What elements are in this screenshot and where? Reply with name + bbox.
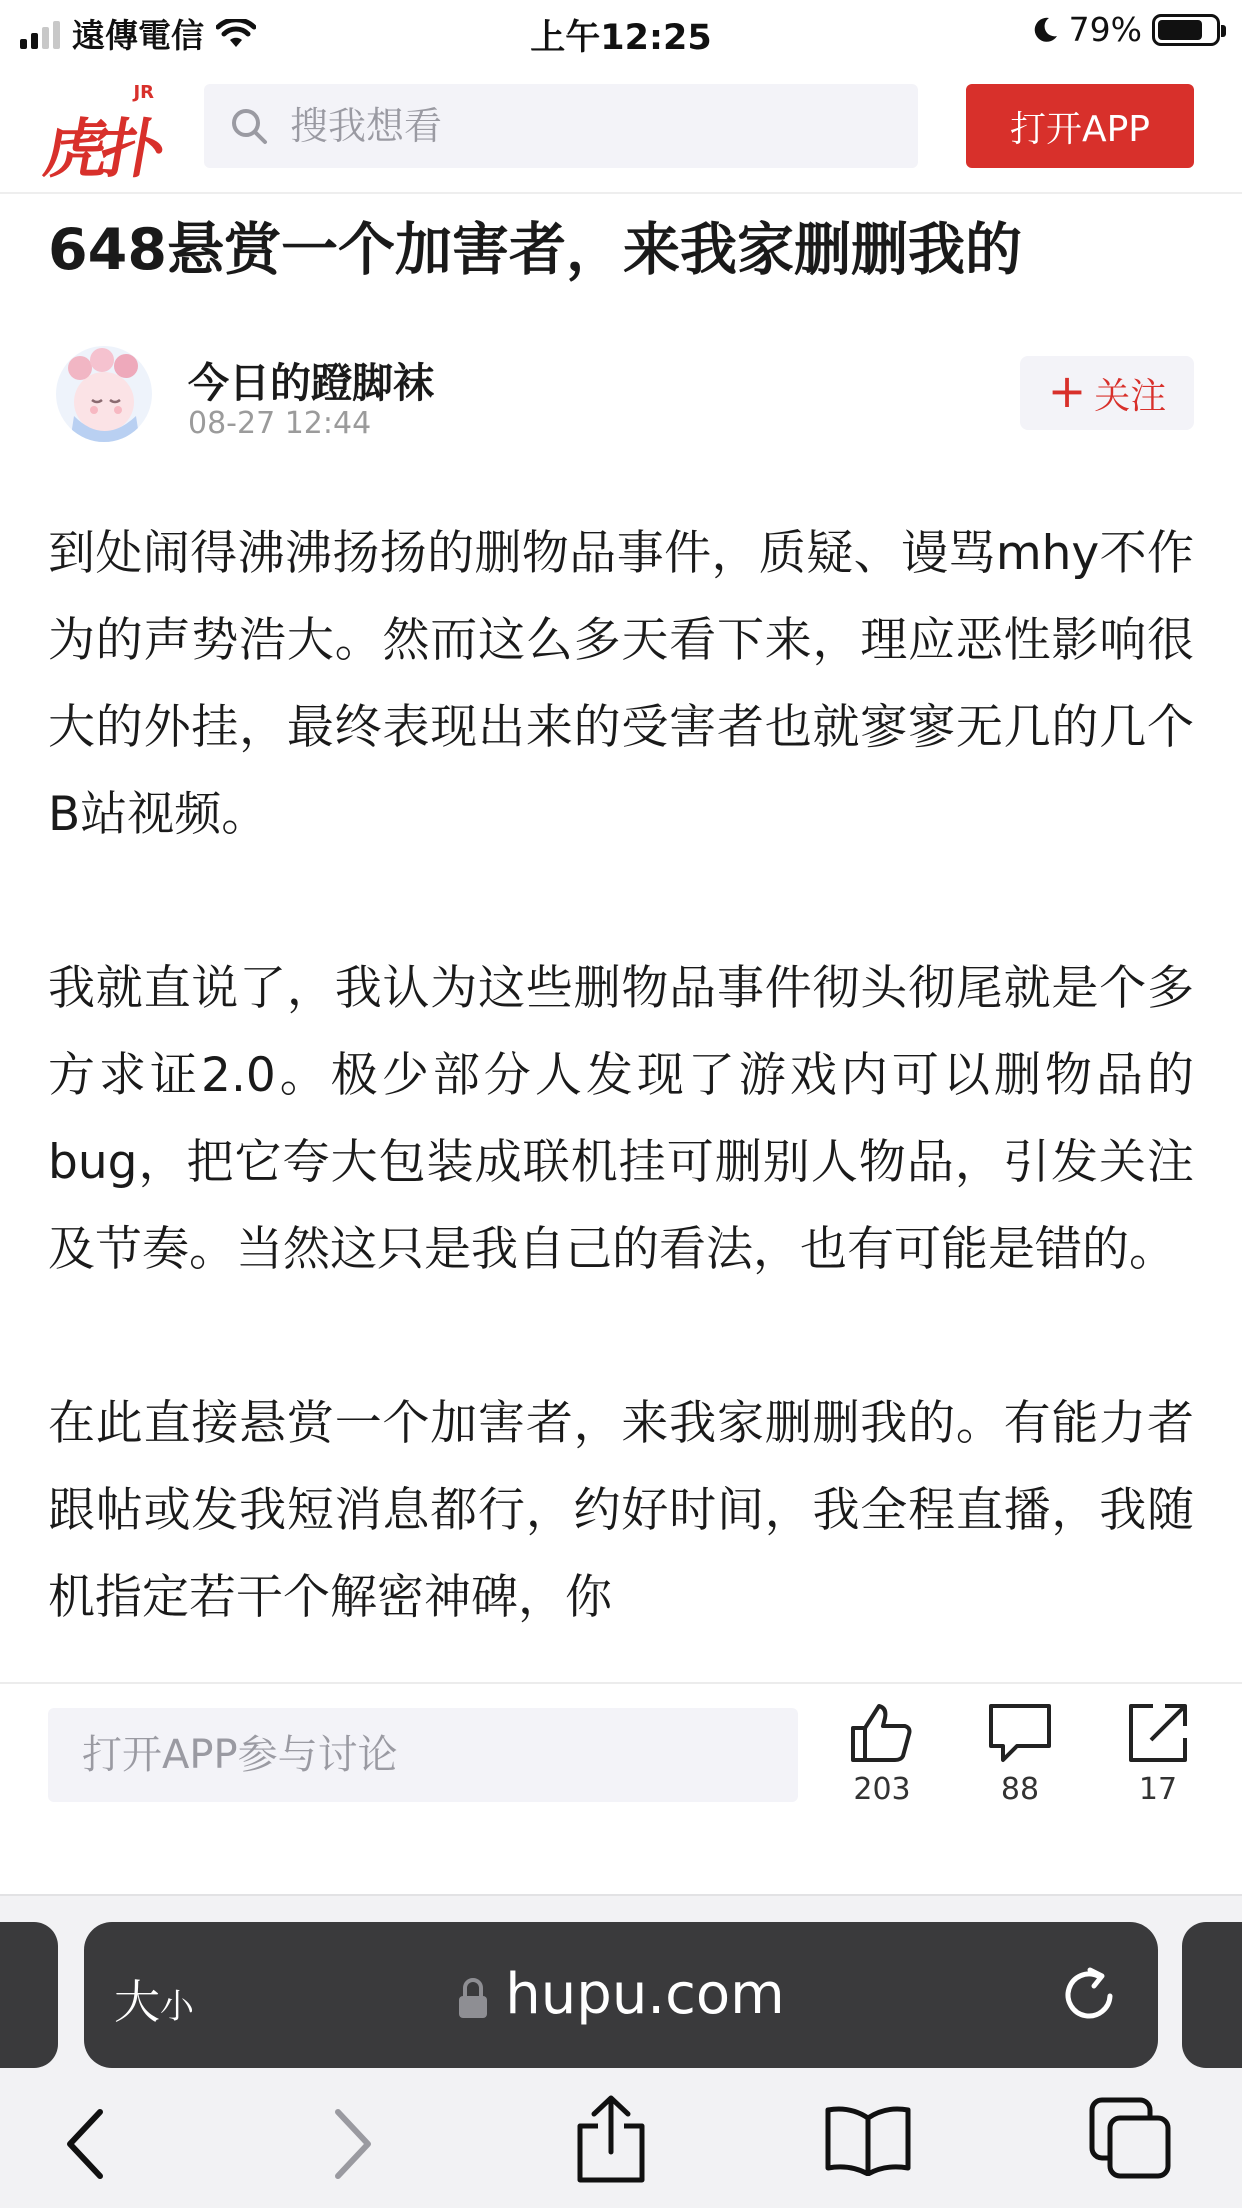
search-input[interactable] xyxy=(290,104,890,148)
avatar[interactable] xyxy=(56,346,152,442)
logo-text: 虎扑 xyxy=(38,112,164,187)
like-button[interactable] xyxy=(827,1702,937,1807)
reload-icon[interactable] xyxy=(1060,1966,1118,2024)
post-paragraph: 到处闹得沸沸扬扬的删物品事件，质疑、谩骂mhy不作为的声势浩大。然而这么多天看下来，理应恶性影响很大的外挂，最终表现出来的受害者也就寥寥无几的几个B站视频。 xyxy=(48,526,1194,842)
battery-percent: 79% xyxy=(1068,10,1142,49)
thumbs-up-icon xyxy=(849,1702,915,1764)
next-tab-preview[interactable] xyxy=(1182,1922,1242,2068)
status-right xyxy=(1031,10,1220,49)
text-size-button[interactable]: 大小 xyxy=(114,1975,194,2029)
share-count: 17 xyxy=(1138,1772,1178,1807)
carrier-name: 遠傳電信 xyxy=(72,16,204,55)
comment-button[interactable] xyxy=(965,1702,1075,1807)
book-icon[interactable] xyxy=(822,2104,914,2176)
post-action-bar xyxy=(0,1682,1242,1894)
browser-chrome xyxy=(0,1894,1242,2208)
address-bar[interactable] xyxy=(84,1922,1158,2068)
post-timestamp: 08-27 12:44 xyxy=(188,406,372,441)
post-title: 648悬赏一个加害者，来我家删删我的 xyxy=(48,217,1022,283)
hupu-logo[interactable] xyxy=(38,82,164,187)
share-out-icon xyxy=(1127,1702,1189,1764)
post-paragraph: 在此直接悬赏一个加害者，来我家删删我的。有能力者跟帖或发我短消息都行，约好时间，我全程直播，我随机指定若干个解密神碑，你 xyxy=(48,1396,1194,1625)
like-count: 203 xyxy=(853,1772,911,1807)
follow-label: 关注 xyxy=(1094,375,1167,417)
browser-toolbar xyxy=(0,2092,1242,2202)
lock-icon xyxy=(457,1976,489,2020)
status-time: 上午12:25 xyxy=(530,18,712,58)
follow-button[interactable] xyxy=(1020,356,1194,430)
comment-bubble-icon xyxy=(987,1702,1053,1764)
moon-icon xyxy=(1031,16,1059,44)
previous-tab-preview[interactable] xyxy=(0,1922,58,2068)
comment-input[interactable] xyxy=(48,1708,798,1802)
plus-icon: + xyxy=(1047,364,1087,418)
site-header xyxy=(0,64,1242,194)
share-button[interactable] xyxy=(1103,1702,1213,1807)
author-name[interactable]: 今日的蹬脚袜 xyxy=(188,359,434,407)
chevron-right-icon[interactable] xyxy=(332,2106,376,2182)
chevron-left-icon[interactable] xyxy=(62,2106,106,2182)
author-row xyxy=(48,340,1194,450)
tabs-icon[interactable] xyxy=(1088,2096,1172,2180)
post-paragraph: 我就直说了，我认为这些删物品事件彻头彻尾就是个多方求证2.0。极少部分人发现了游戏内可以删物品的bug，把它夸大包装成联机挂可删别人物品，引发关注及节奏。当然这只是我自己的看法，也有可能是错的。 xyxy=(48,961,1194,1277)
url-display[interactable] xyxy=(84,1962,1158,2027)
comment-count: 88 xyxy=(1000,1772,1040,1807)
open-app-button[interactable]: 打开APP xyxy=(966,84,1194,168)
battery-icon xyxy=(1152,14,1220,46)
logo-badge: JR xyxy=(133,82,154,103)
search-bar[interactable] xyxy=(204,84,918,168)
search-icon xyxy=(230,107,268,145)
share-icon[interactable] xyxy=(574,2092,648,2184)
url-text: hupu.com xyxy=(505,1962,785,2027)
post-content xyxy=(48,510,1194,1682)
status-bar xyxy=(0,0,1242,64)
